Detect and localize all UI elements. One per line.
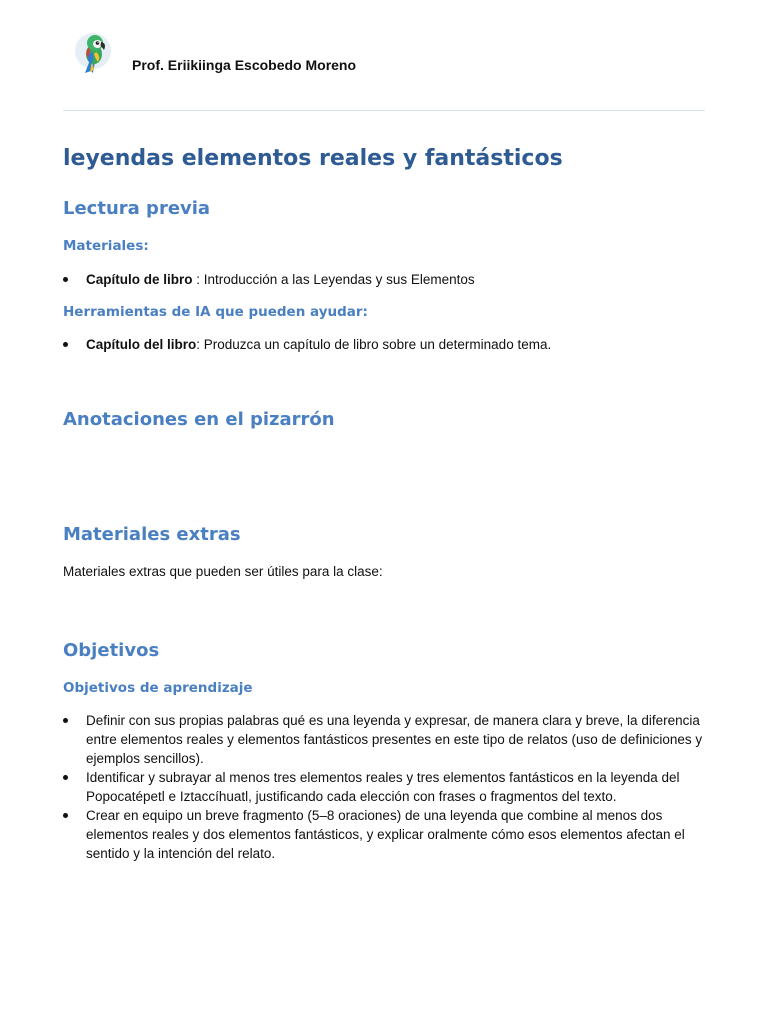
author-name: Prof. Eriikiinga Escobedo Moreno bbox=[132, 57, 357, 73]
section-heading-materiales-extras: Materiales extras bbox=[63, 524, 241, 545]
section-heading-anotaciones: Anotaciones en el pizarrón bbox=[63, 409, 335, 430]
list-item bbox=[63, 270, 703, 289]
materiales-list bbox=[63, 270, 703, 289]
document-title: leyendas elementos reales y fantásticos bbox=[63, 146, 563, 171]
header-divider bbox=[63, 110, 705, 111]
subheading-materiales: Materiales: bbox=[63, 238, 149, 254]
list-item: Identificar y subrayar al menos tres elementos reales y tres elementos fantásticos en la leyenda del Popocatépetl e Iztaccíhuatl, justificando cada elección con frases o fragmentos del texto. bbox=[63, 768, 703, 806]
herramientas-list bbox=[63, 335, 703, 354]
section-heading-lectura-previa: Lectura previa bbox=[63, 198, 211, 219]
section-heading-objetivos: Objetivos bbox=[63, 640, 160, 661]
parrot-icon bbox=[74, 30, 112, 74]
materiales-extras-text: Materiales extras que pueden ser útiles para la clase: bbox=[63, 564, 383, 579]
list-item: Definir con sus propias palabras qué es una leyenda y expresar, de manera clara y breve, la diferencia entre elementos reales y elementos fantásticos presentes en este tipo de relatos (uso de definiciones y ejemplos sencillos). bbox=[63, 711, 703, 768]
material-description: : Introducción a las Leyendas y sus Elementos bbox=[192, 272, 475, 287]
objetivos-list bbox=[63, 711, 703, 863]
document-header bbox=[74, 30, 694, 78]
subheading-herramientas-ia: Herramientas de IA que pueden ayudar: bbox=[63, 304, 368, 320]
subheading-objetivos-aprendizaje: Objetivos de aprendizaje bbox=[63, 680, 253, 696]
list-item bbox=[63, 335, 703, 354]
tool-description: : Produzca un capítulo de libro sobre un determinado tema. bbox=[196, 337, 552, 352]
list-item: Crear en equipo un breve fragmento (5–8 oraciones) de una leyenda que combine al menos dos elementos reales y dos elementos fantásticos, y explicar oralmente cómo esos elementos afectan el sentido y la intención del relato. bbox=[63, 806, 703, 863]
material-label: Capítulo de libro bbox=[86, 272, 193, 287]
tool-label: Capítulo del libro bbox=[86, 337, 197, 352]
